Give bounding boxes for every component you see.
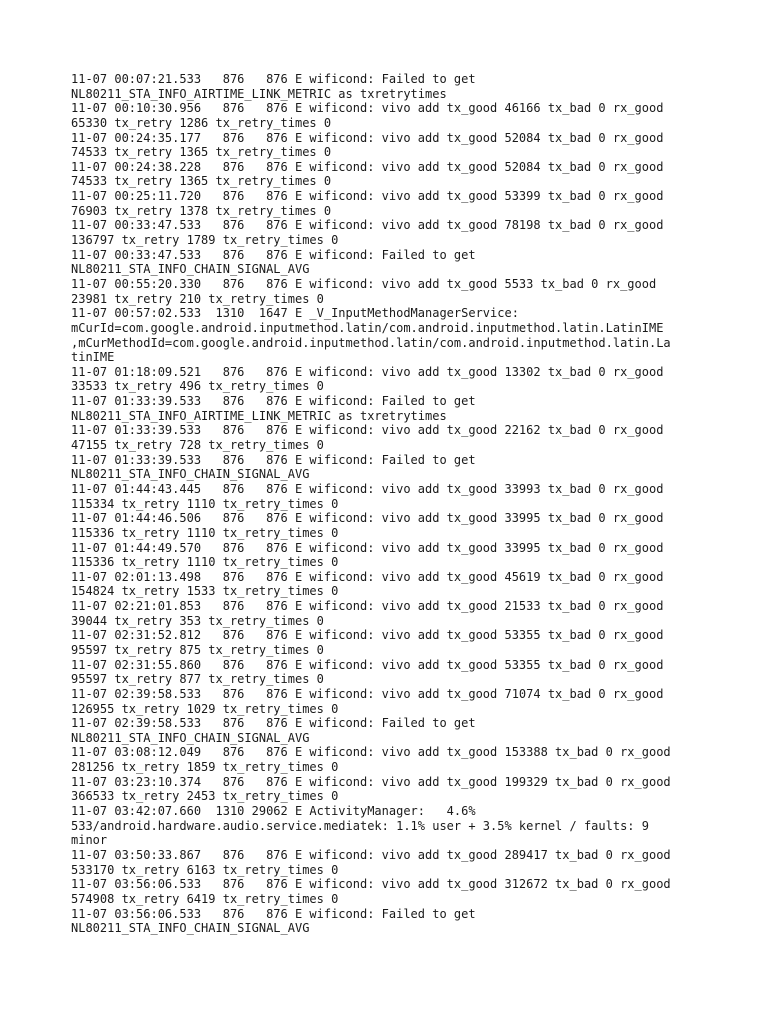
log-line: NL80211_STA_INFO_CHAIN_SIGNAL_AVG — [71, 730, 310, 745]
log-line: NL80211_STA_INFO_AIRTIME_LINK_METRIC as txretrytimes — [71, 408, 447, 423]
log-line: 115336 tx_retry 1110 tx_retry_times 0 — [71, 525, 339, 540]
log-line: NL80211_STA_INFO_CHAIN_SIGNAL_AVG — [71, 262, 310, 277]
log-line: NL80211_STA_INFO_CHAIN_SIGNAL_AVG — [71, 467, 310, 482]
log-line: ,mCurMethodId=com.google.android.inputmethod.latin/com.android.inputmethod.latin.La — [71, 335, 671, 350]
log-line: 11-07 00:55:20.330 876 876 E wificond: vivo add tx_good 5533 tx_bad 0 rx_good — [71, 276, 657, 291]
log-line: 281256 tx_retry 1859 tx_retry_times 0 — [71, 760, 339, 775]
log-line: 11-07 01:33:39.533 876 876 E wificond: Failed to get — [71, 452, 476, 467]
log-line: 11-07 03:08:12.049 876 876 E wificond: vivo add tx_good 153388 tx_bad 0 rx_good — [71, 745, 671, 760]
log-line: NL80211_STA_INFO_CHAIN_SIGNAL_AVG — [71, 921, 310, 936]
log-line: 11-07 03:23:10.374 876 876 E wificond: vivo add tx_good 199329 tx_bad 0 rx_good — [71, 774, 671, 789]
log-line: 95597 tx_retry 877 tx_retry_times 0 — [71, 672, 324, 687]
log-line: 126955 tx_retry 1029 tx_retry_times 0 — [71, 701, 339, 716]
log-line: 11-07 03:50:33.867 876 876 E wificond: vivo add tx_good 289417 tx_bad 0 rx_good — [71, 847, 671, 862]
log-line: 11-07 01:44:43.445 876 876 E wificond: vivo add tx_good 33993 tx_bad 0 rx_good — [71, 481, 664, 496]
log-line: 33533 tx_retry 496 tx_retry_times 0 — [71, 379, 324, 394]
log-line: 95597 tx_retry 875 tx_retry_times 0 — [71, 642, 324, 657]
log-line: 23981 tx_retry 210 tx_retry_times 0 — [71, 291, 324, 306]
log-line: 11-07 01:44:49.570 876 876 E wificond: vivo add tx_good 33995 tx_bad 0 rx_good — [71, 540, 664, 555]
log-line: 47155 tx_retry 728 tx_retry_times 0 — [71, 438, 324, 453]
log-line: 76903 tx_retry 1378 tx_retry_times 0 — [71, 203, 332, 218]
log-line: mCurId=com.google.android.inputmethod.latin/com.android.inputmethod.latin.LatinIME — [71, 320, 664, 335]
log-line: 11-07 00:07:21.533 876 876 E wificond: Failed to get — [71, 72, 476, 86]
log-line: 11-07 02:31:55.860 876 876 E wificond: vivo add tx_good 53355 tx_bad 0 rx_good — [71, 657, 664, 672]
log-line: 74533 tx_retry 1365 tx_retry_times 0 — [71, 174, 332, 189]
log-line: 11-07 02:31:52.812 876 876 E wificond: vivo add tx_good 53355 tx_bad 0 rx_good — [71, 628, 664, 643]
log-line: 11-07 02:01:13.498 876 876 E wificond: vivo add tx_good 45619 tx_bad 0 rx_good — [71, 569, 664, 584]
log-line: 11-07 01:18:09.521 876 876 E wificond: vivo add tx_good 13302 tx_bad 0 rx_good — [71, 364, 664, 379]
log-line: 136797 tx_retry 1789 tx_retry_times 0 — [71, 233, 339, 248]
log-line: 533170 tx_retry 6163 tx_retry_times 0 — [71, 862, 339, 877]
log-line: 65330 tx_retry 1286 tx_retry_times 0 — [71, 115, 332, 130]
log-line: 11-07 01:33:39.533 876 876 E wificond: vivo add tx_good 22162 tx_bad 0 rx_good — [71, 423, 664, 438]
log-line: 11-07 00:25:11.720 876 876 E wificond: vivo add tx_good 53399 tx_bad 0 rx_good — [71, 189, 664, 204]
log-line: 11-07 00:33:47.533 876 876 E wificond: Failed to get — [71, 247, 476, 262]
log-line: 115334 tx_retry 1110 tx_retry_times 0 — [71, 496, 339, 511]
log-line: minor — [71, 833, 108, 848]
log-line: 11-07 03:42:07.660 1310 29062 E ActivityManager: 4.6% — [71, 804, 476, 819]
log-line: 11-07 00:57:02.533 1310 1647 E _V_InputMethodManagerService: — [71, 306, 519, 321]
log-line: 11-07 03:56:06.533 876 876 E wificond: Failed to get — [71, 906, 476, 921]
log-line: 11-07 02:39:58.533 876 876 E wificond: vivo add tx_good 71074 tx_bad 0 rx_good — [71, 686, 664, 701]
log-line: 11-07 00:24:38.228 876 876 E wificond: vivo add tx_good 52084 tx_bad 0 rx_good — [71, 159, 664, 174]
log-line: 533/android.hardware.audio.service.mediatek: 1.1% user + 3.5% kernel / faults: 9 — [71, 818, 649, 833]
log-line: 74533 tx_retry 1365 tx_retry_times 0 — [71, 145, 332, 160]
log-line: 115336 tx_retry 1110 tx_retry_times 0 — [71, 555, 339, 570]
log-line: 366533 tx_retry 2453 tx_retry_times 0 — [71, 789, 339, 804]
log-line: 574908 tx_retry 6419 tx_retry_times 0 — [71, 891, 339, 906]
log-line: 11-07 02:39:58.533 876 876 E wificond: Failed to get — [71, 716, 476, 731]
log-line: 11-07 01:33:39.533 876 876 E wificond: Failed to get — [71, 394, 476, 409]
log-line: NL80211_STA_INFO_AIRTIME_LINK_METRIC as txretrytimes — [71, 86, 447, 101]
log-line: 11-07 00:10:30.956 876 876 E wificond: vivo add tx_good 46166 tx_bad 0 rx_good — [71, 101, 664, 116]
log-line: tinIME — [71, 350, 115, 365]
log-line: 39044 tx_retry 353 tx_retry_times 0 — [71, 613, 324, 628]
log-line: 11-07 00:24:35.177 876 876 E wificond: vivo add tx_good 52084 tx_bad 0 rx_good — [71, 130, 664, 145]
log-line: 11-07 01:44:46.506 876 876 E wificond: vivo add tx_good 33995 tx_bad 0 rx_good — [71, 511, 664, 526]
log-text-block — [71, 72, 731, 936]
log-line: 154824 tx_retry 1533 tx_retry_times 0 — [71, 584, 339, 599]
log-line: 11-07 00:33:47.533 876 876 E wificond: vivo add tx_good 78198 tx_bad 0 rx_good — [71, 218, 664, 233]
log-line: 11-07 02:21:01.853 876 876 E wificond: vivo add tx_good 21533 tx_bad 0 rx_good — [71, 599, 664, 614]
log-line: 11-07 03:56:06.533 876 876 E wificond: vivo add tx_good 312672 tx_bad 0 rx_good — [71, 877, 671, 892]
